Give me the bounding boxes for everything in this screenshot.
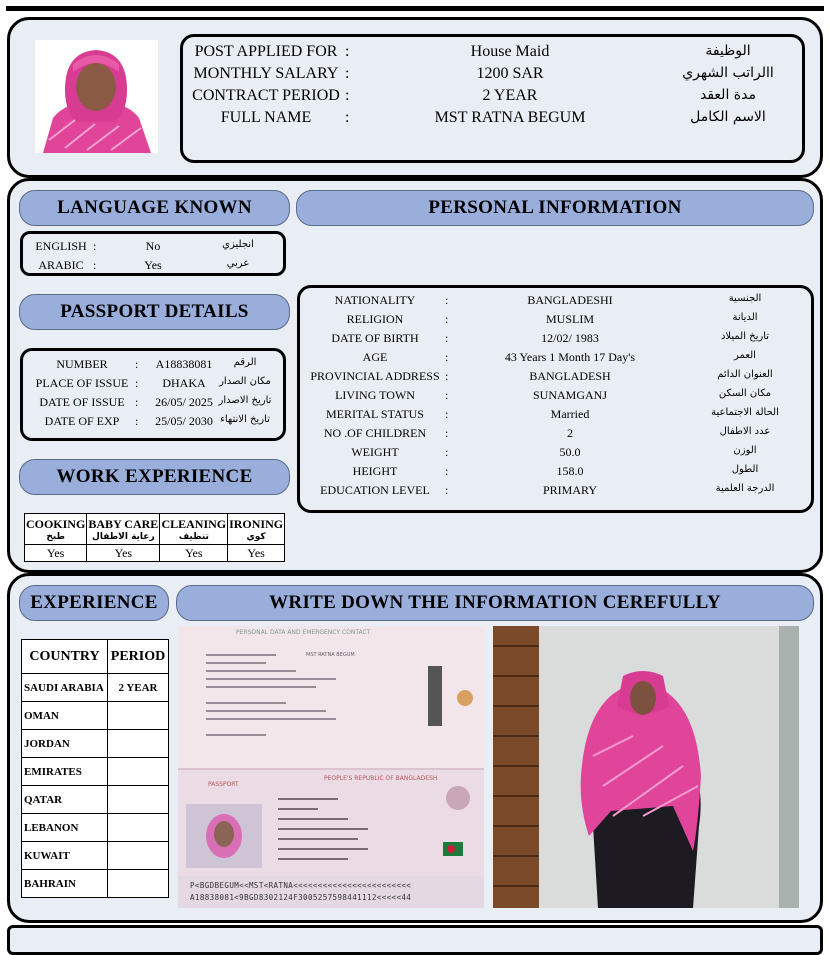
details-panel xyxy=(7,178,823,573)
field-value: 158.0 xyxy=(556,464,584,478)
passport-row xyxy=(23,376,283,396)
work-skill-header xyxy=(87,514,160,545)
personal-information-heading xyxy=(296,190,814,226)
field-label: NO .OF CHILDREN xyxy=(323,426,427,440)
personal-information-title: PERSONAL INFORMATION xyxy=(428,197,682,218)
experience-country: OMAN xyxy=(22,702,108,730)
field-colon: : xyxy=(445,369,449,383)
work-skill-value: Yes xyxy=(25,545,87,562)
experience-row xyxy=(22,702,169,730)
work-experience-table xyxy=(24,513,285,562)
field-value: Yes xyxy=(144,258,162,272)
experience-row xyxy=(22,842,169,870)
work-experience-title: WORK EXPERIENCE xyxy=(56,466,253,487)
personal-info-row xyxy=(300,369,811,389)
personal-info-row xyxy=(300,293,811,313)
field-arabic-label: الجنسية xyxy=(728,293,762,304)
field-label: DATE OF BIRTH xyxy=(331,331,419,345)
passport-details-title: PASSPORT DETAILS xyxy=(60,301,249,322)
experience-period xyxy=(108,814,169,842)
field-arabic-label: عدد الاطفال xyxy=(719,426,771,437)
personal-info-row xyxy=(300,388,811,408)
field-arabic-label: مكان الصدار xyxy=(219,376,271,387)
field-label: NUMBER xyxy=(56,357,108,371)
scan-name: MST RATNA BEGUM xyxy=(306,652,355,658)
field-value: PRIMARY xyxy=(542,483,598,497)
work-experience-heading xyxy=(19,459,290,495)
field-arabic-label: العنوان الدائم xyxy=(717,369,773,380)
field-label: RELIGION xyxy=(346,312,404,326)
field-colon: : xyxy=(445,312,449,326)
work-skill-value: Yes xyxy=(228,545,285,562)
work-skill-header xyxy=(25,514,87,545)
experience-row xyxy=(22,758,169,786)
field-colon: : xyxy=(445,445,449,459)
field-arabic-label: الطول xyxy=(731,464,759,475)
experience-country: LEBANON xyxy=(22,814,108,842)
field-arabic-label: الاسم الكامل xyxy=(690,109,766,125)
experience-title: EXPERIENCE xyxy=(30,592,158,613)
language-row xyxy=(23,258,283,278)
work-skill-arabic-label: تنظيف xyxy=(178,531,209,542)
field-colon: : xyxy=(345,109,350,126)
field-colon: : xyxy=(135,376,139,390)
field-value: BANGLADESH xyxy=(529,369,611,383)
field-label: MERITAL STATUS xyxy=(326,407,424,421)
field-value: BANGLADESHI xyxy=(527,293,613,307)
experience-period xyxy=(108,758,169,786)
personal-info-row xyxy=(300,407,811,427)
profile-photo-image xyxy=(35,40,158,153)
write-down-heading xyxy=(176,585,814,621)
field-colon: : xyxy=(135,357,139,371)
experience-row xyxy=(22,870,169,898)
experience-period: 2 YEAR xyxy=(108,674,169,702)
header-row xyxy=(183,87,802,107)
write-down-title: WRITE DOWN THE INFORMATION CEREFULLY xyxy=(269,592,721,613)
experience-row xyxy=(22,786,169,814)
experience-country: QATAR xyxy=(22,786,108,814)
field-label: DATE OF EXP xyxy=(44,414,120,428)
scan-passport-label: PASSPORT xyxy=(208,781,239,788)
experience-country: SAUDI ARABIA xyxy=(22,674,108,702)
experience-panel xyxy=(7,573,823,923)
field-colon: : xyxy=(445,426,449,440)
header-panel xyxy=(7,17,823,178)
field-label: NATIONALITY xyxy=(334,293,416,307)
field-value: 12/02/ 1983 xyxy=(541,331,599,345)
field-arabic-label: عربي xyxy=(226,258,250,269)
passport-scan-graphic xyxy=(178,626,484,908)
work-skill-label: COOKING xyxy=(25,516,86,531)
field-label: FULL NAME xyxy=(220,109,312,126)
header-row xyxy=(183,65,802,85)
field-colon: : xyxy=(445,350,449,364)
personal-info-row xyxy=(300,331,811,351)
field-label: HEIGHT xyxy=(352,464,398,478)
field-value: 1200 SAR xyxy=(476,65,544,82)
work-skill-header xyxy=(228,514,285,545)
field-label: PLACE OF ISSUE xyxy=(35,376,129,390)
field-value: 2 xyxy=(567,426,573,440)
field-value: 43 Years 1 Month 17 Day's xyxy=(504,350,636,364)
field-arabic-label: االراتب الشهري xyxy=(682,65,774,81)
field-arabic-label: الرقم xyxy=(233,357,257,368)
scan-country: PEOPLE'S REPUBLIC OF BANGLADESH xyxy=(324,775,438,782)
passport-row xyxy=(23,395,283,415)
field-arabic-label: الدرجة العلمية xyxy=(715,483,775,494)
field-arabic-label: تاريخ الميلاد xyxy=(720,331,770,342)
work-skill-label: CLEANING xyxy=(161,516,227,531)
work-skill-arabic-label: رعاية الاطفال xyxy=(92,531,155,542)
work-skill-value: Yes xyxy=(87,545,160,562)
personal-info-row xyxy=(300,445,811,465)
scan-mrz-line-1: P<BGDBEGUM<<MST<RATNA<<<<<<<<<<<<<<<<<<<<<<<< xyxy=(190,881,412,890)
field-colon: : xyxy=(93,239,97,253)
work-skill-header xyxy=(160,514,228,545)
work-skill-value: Yes xyxy=(160,545,228,562)
experience-country: KUWAIT xyxy=(22,842,108,870)
scan-top-heading: PERSONAL DATA AND EMERGENCY CONTACT xyxy=(236,629,371,636)
field-colon: : xyxy=(135,414,139,428)
field-arabic-label: انجليزي xyxy=(222,239,254,250)
field-colon: : xyxy=(445,464,449,478)
field-value: House Maid xyxy=(470,43,550,60)
field-value: SUNAMGANJ xyxy=(532,388,607,402)
field-value: MUSLIM xyxy=(545,312,594,326)
profile-photo xyxy=(35,40,158,153)
field-colon: : xyxy=(445,331,449,345)
field-label: ENGLISH xyxy=(35,239,87,253)
work-skill-label: BABY CARE xyxy=(88,516,159,531)
passport-details-heading xyxy=(19,294,290,330)
field-label: MONTHLY SALARY xyxy=(193,65,339,82)
field-colon: : xyxy=(445,388,449,402)
experience-period xyxy=(108,870,169,898)
experience-country: EMIRATES xyxy=(22,758,108,786)
personal-info-row xyxy=(300,483,811,503)
field-value: Married xyxy=(550,407,590,421)
field-label: POST APPLIED FOR xyxy=(194,43,338,60)
field-label: AGE xyxy=(362,350,388,364)
field-colon: : xyxy=(345,65,350,82)
field-arabic-label: الحالة الاجتماعية xyxy=(711,407,779,418)
field-label: DATE OF ISSUE xyxy=(39,395,125,409)
field-colon: : xyxy=(445,483,449,497)
passport-row xyxy=(23,357,283,377)
field-colon: : xyxy=(345,87,350,104)
experience-period xyxy=(108,842,169,870)
language-known-heading xyxy=(19,190,290,226)
field-arabic-label: تاريخ الاصدار xyxy=(218,395,272,406)
field-colon: : xyxy=(135,395,139,409)
field-arabic-label: العمر xyxy=(734,350,756,361)
personal-info-row xyxy=(300,426,811,446)
personal-info-row xyxy=(300,464,811,484)
experience-row xyxy=(22,814,169,842)
experience-period xyxy=(108,730,169,758)
full-body-photo xyxy=(493,626,799,908)
field-colon: : xyxy=(445,293,449,307)
field-value: A18838081 xyxy=(155,357,213,371)
experience-period xyxy=(108,786,169,814)
country-header: COUNTRY xyxy=(22,640,108,674)
field-value: 26/05/ 2025 xyxy=(155,395,213,409)
header-row xyxy=(183,109,802,129)
field-value: No xyxy=(145,239,161,253)
experience-heading xyxy=(19,585,169,621)
experience-country: JORDAN xyxy=(22,730,108,758)
header-row xyxy=(183,43,802,63)
field-arabic-label: تاريخ الانتهاء xyxy=(220,414,270,425)
field-arabic-label: الوظيفة xyxy=(705,43,751,59)
field-value: 50.0 xyxy=(559,445,581,459)
full-body-photo-image xyxy=(493,626,799,908)
field-value: MST RATNA BEGUM xyxy=(434,109,586,126)
period-header: PERIOD xyxy=(108,640,169,674)
language-known-title: LANGUAGE KNOWN xyxy=(57,197,252,218)
work-skill-arabic-label: طبخ xyxy=(46,531,65,542)
experience-table xyxy=(21,639,169,898)
top-rule xyxy=(6,6,824,11)
language-row xyxy=(23,239,283,259)
field-label: WEIGHT xyxy=(351,445,399,459)
personal-info-row xyxy=(300,350,811,370)
passport-scan-image xyxy=(178,626,484,908)
work-skill-arabic-label: كوي xyxy=(246,531,266,542)
field-arabic-label: الوزن xyxy=(733,445,757,456)
work-skill-label: IRONING xyxy=(229,516,284,531)
personal-info-row xyxy=(300,312,811,332)
passport-row xyxy=(23,414,283,434)
language-box xyxy=(20,231,286,276)
field-colon: : xyxy=(345,43,350,60)
field-label: LIVING TOWN xyxy=(335,388,415,402)
personal-info-box xyxy=(297,285,814,513)
experience-row xyxy=(22,730,169,758)
experience-period xyxy=(108,702,169,730)
field-value: DHAKA xyxy=(162,376,206,390)
field-arabic-label: مكان السكن xyxy=(718,388,772,399)
scan-mrz-line-2: A18838081<9BGD8302124F3005257598441112<<<<<44 xyxy=(190,893,412,902)
passport-box xyxy=(20,348,286,441)
experience-country: BAHRAIN xyxy=(22,870,108,898)
field-label: CONTRACT PERIOD xyxy=(192,87,340,104)
field-colon: : xyxy=(445,407,449,421)
field-label: EDUCATION LEVEL xyxy=(320,483,430,497)
experience-row xyxy=(22,674,169,702)
field-value: 2 YEAR xyxy=(482,87,538,104)
job-summary-box xyxy=(180,34,805,163)
field-arabic-label: مدة العقد xyxy=(700,87,756,103)
field-label: ARABIC xyxy=(38,258,84,272)
footer-panel-edge xyxy=(7,925,823,955)
field-arabic-label: الديانة xyxy=(732,312,758,323)
field-value: 25/05/ 2030 xyxy=(155,414,213,428)
field-label: PROVINCIAL ADDRESS xyxy=(310,369,440,383)
field-colon: : xyxy=(93,258,97,272)
